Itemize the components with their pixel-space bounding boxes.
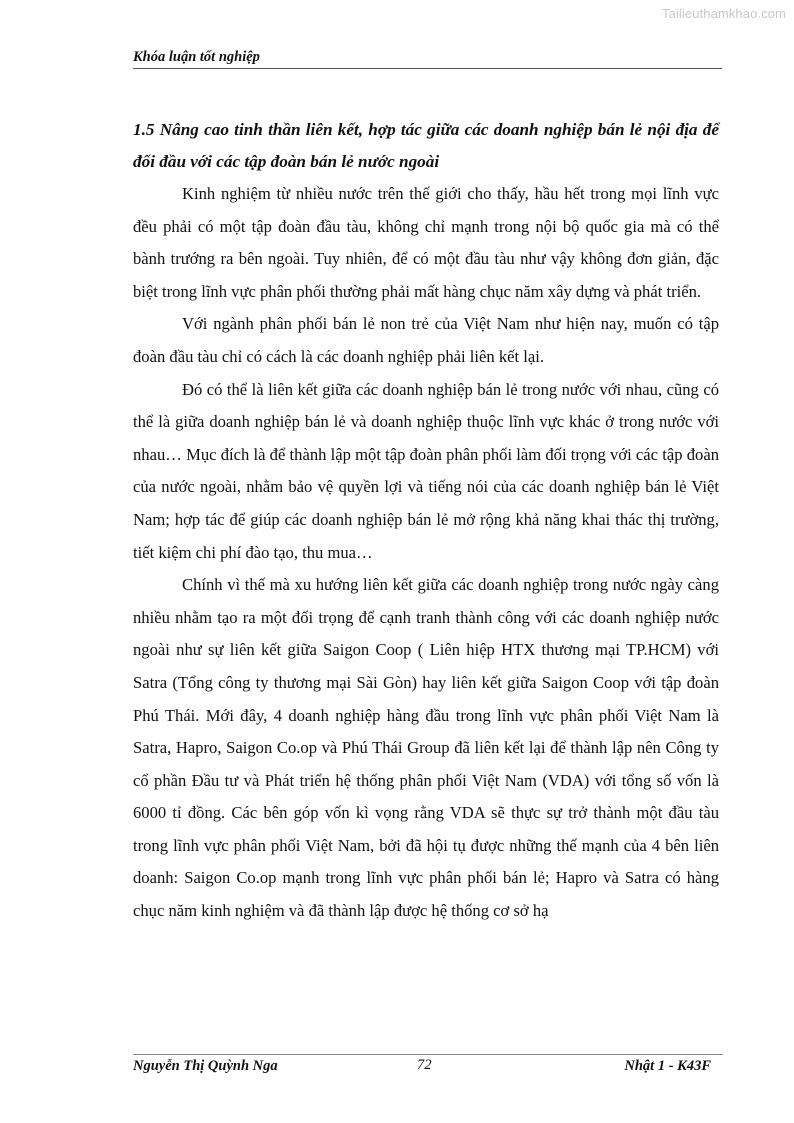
page-number: 72 (417, 1057, 432, 1073)
footer-divider (133, 1054, 723, 1055)
body-paragraph-3: Đó có thể là liên kết giữa các doanh nghiệp bán lẻ trong nước với nhau, cũng có thể là giữa doanh nghiệp bán lẻ và doanh nghiệp thuộc lĩnh vực khác ở trong nước với nhau… Mục đích là để thành lập một tập đoàn phân phối làm đối trọng với các tập đoàn của nước ngoài, nhằm bảo vệ quyền lợi và tiếng nói của các doanh nghiệp bán lẻ Việt Nam; hợp tác để giúp các doanh nghiệp bán lẻ mở rộng khả năng khai thác thị trường, tiết kiệm chi phí đào tạo, thu mua… (133, 379, 719, 562)
page-body (133, 114, 719, 928)
watermark-text: Tailieuthamkhao.com (661, 6, 786, 21)
footer-author: Nguyễn Thị Quỳnh Nga (133, 1058, 278, 1074)
header-divider (133, 68, 722, 69)
page-header-title: Khóa luận tốt nghiệp (133, 49, 260, 65)
footer-class: Nhật 1 - K43F (624, 1058, 711, 1074)
body-paragraph-2: Với ngành phân phối bán lẻ non trẻ của Việt Nam như hiện nay, muốn có tập đoàn đầu tàu chỉ có cách là các doanh nghiệp phải liên kết lại. (133, 314, 719, 366)
body-paragraph-1: Kinh nghiệm từ nhiều nước trên thế giới cho thấy, hầu hết trong mọi lĩnh vực đều phải có một tập đoàn đầu tàu, không chỉ mạnh trong nội bộ quốc gia mà có thể bành trướng ra bên ngoài. Tuy nhiên, để có một đầu tàu như vậy không đơn giản, đặc biệt trong lĩnh vực phân phối thường phải mất hàng chục năm xây dựng và phát triển. (133, 184, 719, 301)
body-paragraph-4: Chính vì thế mà xu hướng liên kết giữa các doanh nghiệp trong nước ngày càng nhiều nhằm tạo ra một đối trọng để cạnh tranh thành công với các doanh nghiệp nước ngoài như sự liên kết giữa Saigon Coop ( Liên hiệp HTX thương mại TP.HCM) với Satra (Tổng công ty thương mại Sài Gòn) hay liên kết giữa Saigon Coop với tập đoàn Phú Thái. Mới đây, 4 doanh nghiệp hàng đầu trong lĩnh vực phân phối Việt Nam là Satra, Hapro, Saigon Co.op và Phú Thái Group đã liên kết lại để thành lập nên Công ty cổ phần Đầu tư và Phát triển hệ thống phân phối Việt Nam (VDA) với tổng số vốn là 6000 tỉ đồng. Các bên góp vốn kì vọng rằng VDA sẽ thực sự trở thành một đầu tàu trong lĩnh vực phân phối Việt Nam, bởi đã hội tụ được những thế mạnh của 4 bên liên doanh: Saigon Co.op mạnh trong lĩnh vực phân phối bán lẻ; Hapro và Satra có hàng chục năm kinh nghiệm và đã thành lập được hệ thống cơ sở hạ (133, 575, 719, 921)
section-heading: 1.5 Nâng cao tinh thần liên kết, hợp tác giữa các doanh nghiệp bán lẻ nội địa để đối đầu với các tập đoàn bán lẻ nước ngoài (133, 120, 719, 171)
